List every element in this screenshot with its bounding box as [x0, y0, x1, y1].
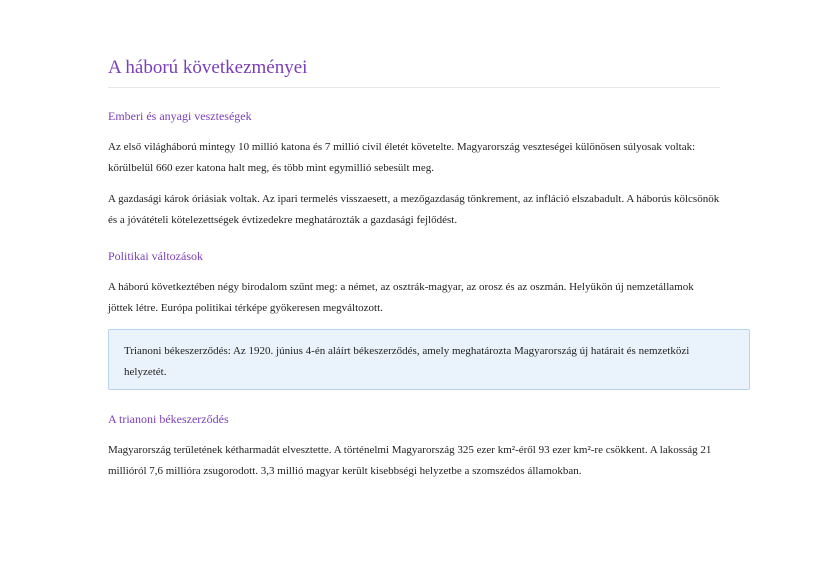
definition-note-text: Trianoni békeszerződés: Az 1920. június 4-én aláírt békeszerződés, amely meghatározta Magyarország új határait és nemzetközi helyzetét. [124, 345, 690, 378]
page-title: A háború következményei [108, 57, 308, 78]
paragraph-trianon: Magyarország területének kétharmadát elvesztette. A történelmi Magyarország 325 ezer km²-éről 93 ezer km²-re csökkent. A lakosság 21 millióról 7,6 millióra zsugorodott. 3,3 millió magyar került kisebbségi helyzetbe a szomszédos államokban. [108, 444, 712, 477]
title-divider [108, 87, 720, 88]
paragraph-losses-human: Az első világháború mintegy 10 millió katona és 7 millió civil életét követelte. Magyarország veszteségei különösen súlyosak voltak: körülbelül 660 ezer katona halt meg, és több mint egymillió sebesült meg. [108, 141, 696, 174]
section-heading-losses: Emberi és anyagi veszteségek [108, 109, 252, 123]
definition-note-box [108, 329, 750, 390]
section-heading-trianon: A trianoni békeszerződés [108, 412, 229, 426]
paragraph-politics: A háború következtében négy birodalom szűnt meg: a német, az osztrák-magyar, az orosz és az oszmán. Helyükön új nemzetállamok jöttek létre. Európa politikai térképe gyökeresen megváltozott. [108, 281, 694, 314]
paragraph-losses-economic: A gazdasági károk óriásiak voltak. Az ipari termelés visszaesett, a mezőgazdaság tönkrement, az infláció elszabadult. A háborús kölcsönök és a jóvátételi kötelezettségek évtizedekre meghatározták a gazdasági fejlődést. [108, 193, 720, 226]
section-heading-politics: Politikai változások [108, 249, 203, 263]
